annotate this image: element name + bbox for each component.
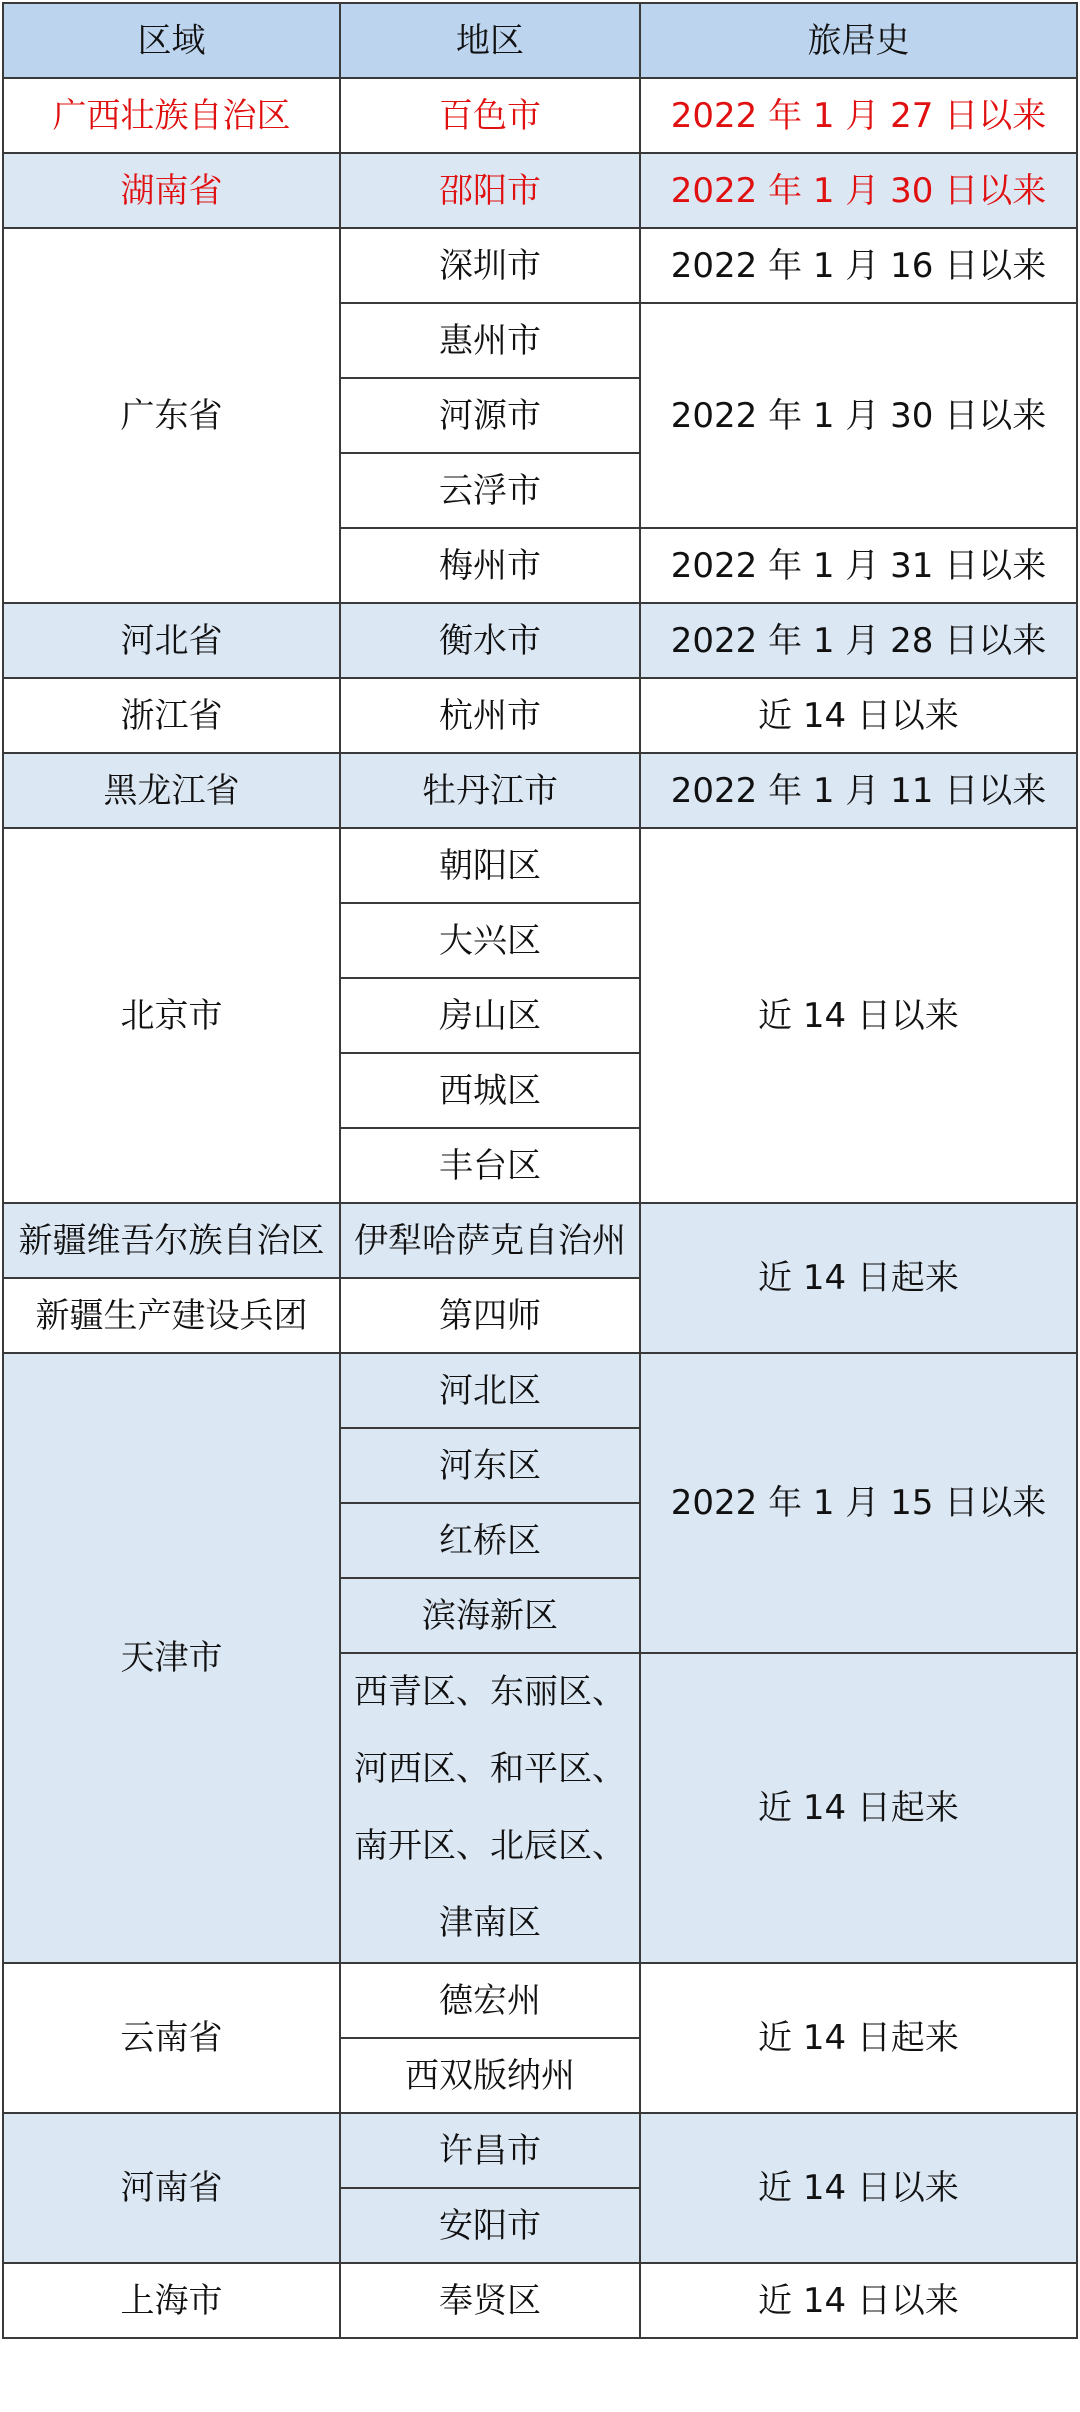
table-row <box>3 78 1077 153</box>
region-cell: 新疆生产建设兵团 <box>3 1278 340 1353</box>
area-cell: 河北区 <box>340 1353 640 1428</box>
area-cell: 伊犁哈萨克自治州 <box>340 1203 640 1278</box>
history-cell: 2022 年 1 月 27 日以来 <box>640 78 1077 153</box>
area-cell: 西双版纳州 <box>340 2038 640 2113</box>
region-cell: 黑龙江省 <box>3 753 340 828</box>
area-cell: 百色市 <box>340 78 640 153</box>
area-cell: 西城区 <box>340 1053 640 1128</box>
area-cell: 奉贤区 <box>340 2263 640 2338</box>
table-row <box>3 2113 1077 2188</box>
area-cell: 惠州市 <box>340 303 640 378</box>
table-row <box>3 753 1077 828</box>
area-cell: 朝阳区 <box>340 828 640 903</box>
region-cell: 河南省 <box>3 2113 340 2263</box>
table-row <box>3 1353 1077 1428</box>
history-cell: 近 14 日以来 <box>640 828 1077 1203</box>
area-cell: 深圳市 <box>340 228 640 303</box>
history-cell: 近 14 日起来 <box>640 1653 1077 1963</box>
region-cell: 天津市 <box>3 1353 340 1963</box>
region-cell: 浙江省 <box>3 678 340 753</box>
area-cell: 丰台区 <box>340 1128 640 1203</box>
region-cell: 湖南省 <box>3 153 340 228</box>
header-history: 旅居史 <box>640 3 1077 78</box>
history-cell: 2022 年 1 月 30 日以来 <box>640 303 1077 528</box>
area-cell: 德宏州 <box>340 1963 640 2038</box>
area-cell: 房山区 <box>340 978 640 1053</box>
table-row <box>3 228 1077 303</box>
history-cell: 2022 年 1 月 16 日以来 <box>640 228 1077 303</box>
header-row <box>3 3 1077 78</box>
travel-history-table <box>2 2 1078 2339</box>
table-row <box>3 2263 1077 2338</box>
region-cell: 上海市 <box>3 2263 340 2338</box>
table-row <box>3 153 1077 228</box>
area-cell: 红桥区 <box>340 1503 640 1578</box>
history-cell: 2022 年 1 月 15 日以来 <box>640 1353 1077 1653</box>
table-row <box>3 1203 1077 1278</box>
history-cell: 近 14 日以来 <box>640 2113 1077 2263</box>
area-cell: 邵阳市 <box>340 153 640 228</box>
area-cell: 云浮市 <box>340 453 640 528</box>
history-cell: 近 14 日起来 <box>640 1963 1077 2113</box>
area-cell: 西青区、东丽区、河西区、和平区、南开区、北辰区、津南区 <box>340 1653 640 1963</box>
region-cell: 广东省 <box>3 228 340 603</box>
area-cell: 安阳市 <box>340 2188 640 2263</box>
region-cell: 河北省 <box>3 603 340 678</box>
header-region: 区域 <box>3 3 340 78</box>
area-cell: 衡水市 <box>340 603 640 678</box>
region-cell: 北京市 <box>3 828 340 1203</box>
area-cell: 梅州市 <box>340 528 640 603</box>
history-cell: 2022 年 1 月 30 日以来 <box>640 153 1077 228</box>
table-row <box>3 603 1077 678</box>
area-cell: 河源市 <box>340 378 640 453</box>
region-cell: 云南省 <box>3 1963 340 2113</box>
header-area: 地区 <box>340 3 640 78</box>
table-row <box>3 828 1077 903</box>
history-cell: 2022 年 1 月 31 日以来 <box>640 528 1077 603</box>
area-cell: 牡丹江市 <box>340 753 640 828</box>
area-cell: 第四师 <box>340 1278 640 1353</box>
history-cell: 近 14 日起来 <box>640 1203 1077 1353</box>
table-row <box>3 678 1077 753</box>
table-row <box>3 1963 1077 2038</box>
area-cell: 河东区 <box>340 1428 640 1503</box>
history-cell: 2022 年 1 月 11 日以来 <box>640 753 1077 828</box>
history-cell: 近 14 日以来 <box>640 2263 1077 2338</box>
area-cell: 许昌市 <box>340 2113 640 2188</box>
area-cell: 大兴区 <box>340 903 640 978</box>
area-cell: 滨海新区 <box>340 1578 640 1653</box>
region-cell: 广西壮族自治区 <box>3 78 340 153</box>
history-cell: 2022 年 1 月 28 日以来 <box>640 603 1077 678</box>
history-cell: 近 14 日以来 <box>640 678 1077 753</box>
area-cell: 杭州市 <box>340 678 640 753</box>
region-cell: 新疆维吾尔族自治区 <box>3 1203 340 1278</box>
